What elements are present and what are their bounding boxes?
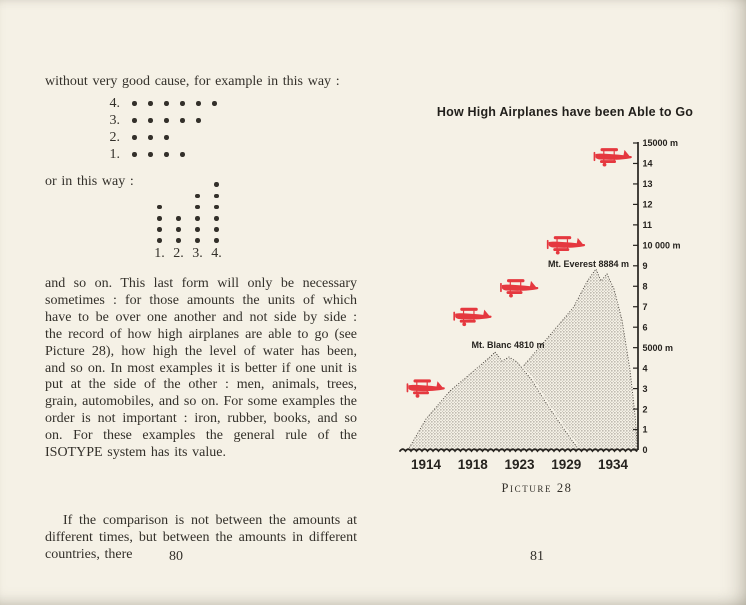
unit-dot [148, 118, 153, 123]
axis-tick-label: 10 000 m [642, 240, 681, 251]
unit-dot [157, 216, 162, 221]
axis-tick-label: 6 [642, 322, 648, 333]
x-tick-label: 1934 [597, 457, 629, 472]
unit-dot [214, 238, 219, 243]
dot-row [92, 129, 217, 146]
unit-dot [214, 227, 219, 232]
paragraph-intro: without very good cause, for example in this way : [45, 74, 340, 89]
unit-dot [132, 101, 137, 106]
paragraph-main: and so on. This last form will only be necessary sometimes : for those amounts the units of which have to be over one another and not side by side : the record of how high airplanes are able to go (see Picture 28), how high the level of water has been, and so on. In most examples it is better if one unit is put at the side of the other : men, animals, trees, grain, automobiles, and so on. For some examples the order is not important : iron, rubber, books, and so on. For these examples the general rule of the ISOTYPE system has its value. [45, 276, 357, 461]
unit-dot [180, 101, 185, 106]
dot-group [132, 118, 201, 123]
dot-column-label: 1. [154, 246, 165, 261]
paragraph-comparison: If the comparison is not between the amounts at different times, but between the amounts in different countries, there [45, 513, 357, 562]
dot-row [92, 146, 217, 163]
unit-dot [176, 238, 181, 243]
unit-dot [212, 101, 217, 106]
unit-dot [176, 227, 181, 232]
x-tick-label: 1929 [551, 457, 582, 472]
page-number-80: 80 [169, 549, 183, 564]
unit-dot [148, 135, 153, 140]
unit-dot [180, 118, 185, 123]
axis-tick-label: 14 [642, 158, 653, 169]
dot-row-label: 1. [109, 146, 120, 162]
axis-tick-label: 4 [642, 363, 648, 374]
unit-dot [164, 152, 169, 157]
biplane-icon [453, 308, 491, 326]
unit-dot [157, 227, 162, 232]
unit-dot [196, 118, 201, 123]
unit-dot [214, 216, 219, 221]
unit-dot [180, 152, 185, 157]
dot-column [169, 181, 188, 243]
dot-group [132, 152, 185, 157]
dot-row-label: 2. [109, 129, 120, 145]
figure-caption: Picture 28 [501, 481, 573, 495]
unit-dot [176, 216, 181, 221]
dot-column [150, 181, 169, 243]
chart-title: How High Airplanes have been Able to Go [436, 105, 694, 119]
axis-tick-label: 0 [642, 445, 648, 456]
unit-dot [195, 205, 200, 210]
dot-column-label: 2. [173, 246, 184, 261]
mt-blanc-label: Mt. Blanc 4810 m [471, 340, 545, 350]
dot-column-label: 4. [211, 246, 222, 261]
biplane-icon [500, 279, 538, 297]
unit-dot [195, 227, 200, 232]
unit-dot [164, 101, 169, 106]
unit-dot [132, 152, 137, 157]
unit-dot [195, 194, 200, 199]
altitude-chart [380, 130, 746, 480]
dot-column [188, 181, 207, 243]
unit-dot [132, 118, 137, 123]
page-number-81: 81 [530, 549, 544, 564]
dot-row-label: 4. [109, 95, 120, 111]
y-axis [633, 138, 681, 455]
unit-dot [164, 135, 169, 140]
x-axis-labels [411, 457, 629, 472]
dot-column [207, 181, 226, 243]
axis-tick-label: 13 [642, 179, 653, 190]
axis-tick-label: 11 [642, 220, 653, 231]
dot-row-label: 3. [109, 112, 120, 128]
dot-columns-labels [150, 246, 226, 262]
axis-tick-label: 12 [642, 199, 653, 210]
axis-tick-label: 1 [642, 424, 648, 435]
biplane-icon [594, 148, 632, 166]
dot-row [92, 112, 217, 129]
dot-column-label: 3. [192, 246, 203, 261]
axis-tick-label: 15000 m [642, 138, 679, 149]
dot-columns-figure [150, 181, 226, 243]
axis-tick-label: 9 [642, 261, 648, 271]
unit-dot [132, 135, 137, 140]
unit-dot [214, 205, 219, 210]
dot-group [132, 135, 169, 140]
unit-dot [148, 152, 153, 157]
axis-tick-label: 2 [642, 404, 648, 415]
axis-tick-label: 7 [642, 301, 648, 312]
biplane-icon [547, 236, 585, 254]
unit-dot [164, 118, 169, 123]
unit-dot [195, 238, 200, 243]
axis-tick-label: 3 [642, 383, 648, 394]
unit-dot [214, 182, 219, 187]
unit-dot [196, 101, 201, 106]
unit-dot [148, 101, 153, 106]
paragraph-or: or in this way : [45, 174, 134, 189]
axis-tick-label: 5000 m [642, 342, 674, 353]
unit-dot [214, 194, 219, 199]
mt-everest-label: Mt. Everest 8884 m [547, 259, 629, 269]
unit-dot [157, 205, 162, 210]
unit-dot [157, 238, 162, 243]
axis-tick-label: 8 [642, 281, 648, 292]
unit-dot [195, 216, 200, 221]
dot-rows-figure [92, 95, 217, 163]
dot-group [132, 101, 217, 106]
x-tick-label: 1923 [504, 457, 535, 472]
x-tick-label: 1918 [457, 457, 488, 472]
x-tick-label: 1914 [410, 457, 442, 472]
dot-row [92, 95, 217, 112]
biplane-icon [407, 379, 445, 397]
